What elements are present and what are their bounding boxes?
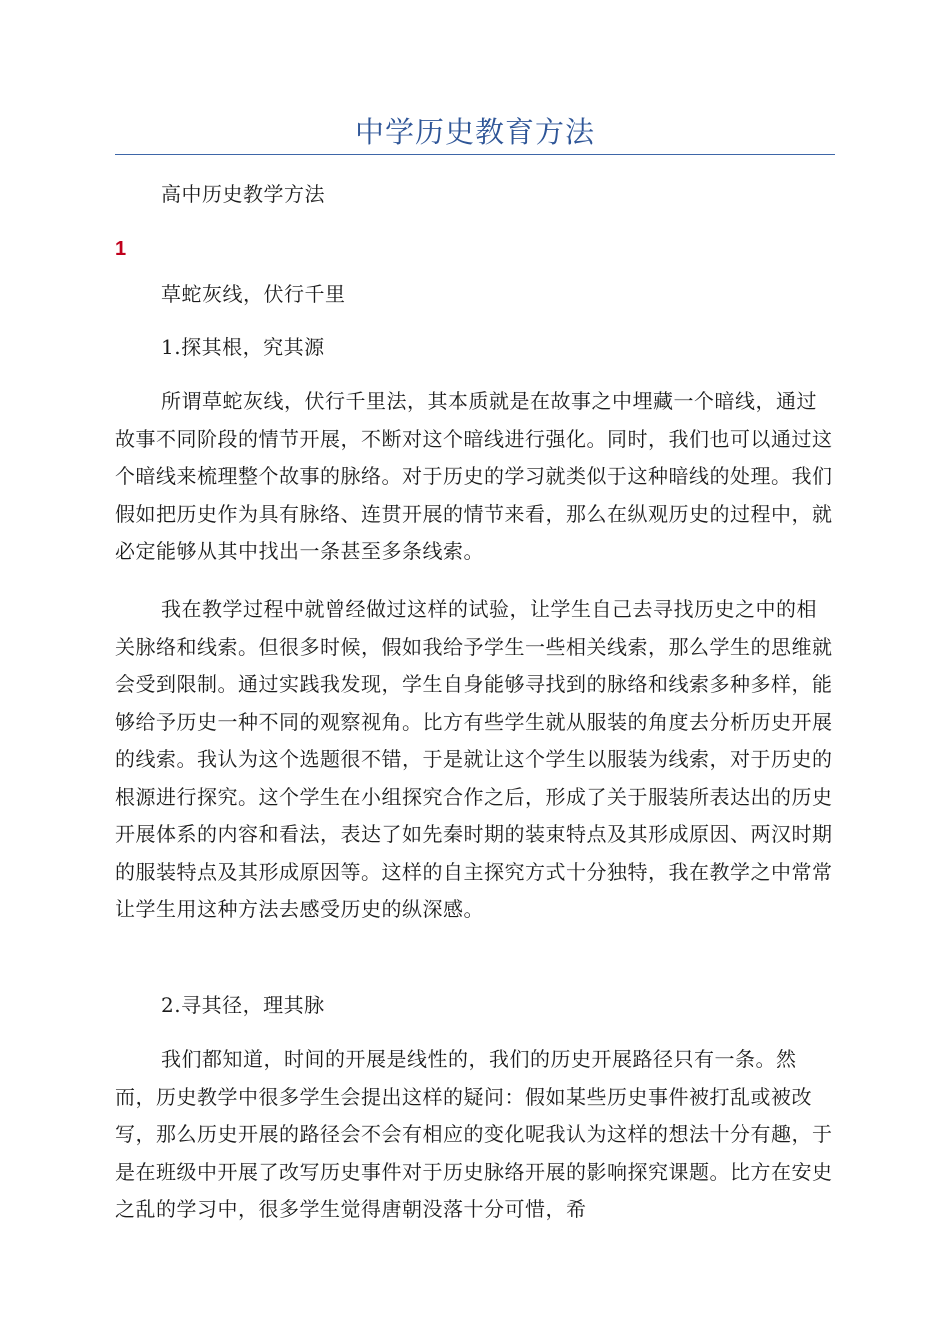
title-underline: [115, 154, 835, 155]
paragraph-1: 所谓草蛇灰线，伏行千里法，其本质就是在故事之中埋藏一个暗线，通过故事不同阶段的情节开展，不断对这个暗线进行强化。同时，我们也可以通过这个暗线来梳理整个故事的脉络。对于历史的学习就类似于这种暗线的处理。我们假如把历史作为具有脉络、连贯开展的情节来看，那么在纵观历史的过程中，就必定能够从其中找出一条甚至多条线索。: [115, 389, 833, 563]
section-heading: 草蛇灰线，伏行千里: [161, 282, 346, 306]
document-title: 中学历史教育方法: [354, 115, 595, 149]
section-number-marker: 1: [115, 238, 127, 260]
paragraph-2: 我在教学过程中就曾经做过这样的试验，让学生自己去寻找历史之中的相关脉络和线索。但很多时候，假如我给予学生一些相关线索，那么学生的思维就会受到限制。通过实践我发现，学生自身能够寻找到的脉络和线索多种多样，能够给予历史一种不同的观察视角。比方有些学生就从服装的角度去分析历史开展的线索。我认为这个选题很不错，于是就让这个学生以服装为线索，对于历史的根源进行探究。这个学生在小组探究合作之后，形成了关于服装所表达出的历史开展体系的内容和看法，表达了如先秦时期的装束特点及其形成原因、两汉时期的服装特点及其形成原因等。这样的自主探究方式十分独特，我在教学之中常常让学生用这种方法去感受历史的纵深感。: [115, 597, 833, 921]
paragraph-3: 我们都知道，时间的开展是线性的，我们的历史开展路径只有一条。然而，历史教学中很多学生会提出这样的疑问：假如某些历史事件被打乱或被改写，那么历史开展的路径会不会有相应的变化呢我认为这样的想法十分有趣，于是在班级中开展了改写历史事件对于历史脉络开展的影响探究课题。比方在安史之乱的学习中，很多学生觉得唐朝没落十分可惜，希: [115, 1047, 833, 1221]
document-subtitle: 高中历史教学方法: [161, 182, 325, 206]
point-2-heading: 2.寻其径，理其脉: [161, 993, 325, 1017]
point-1-heading: 1.探其根，究其源: [161, 335, 325, 359]
